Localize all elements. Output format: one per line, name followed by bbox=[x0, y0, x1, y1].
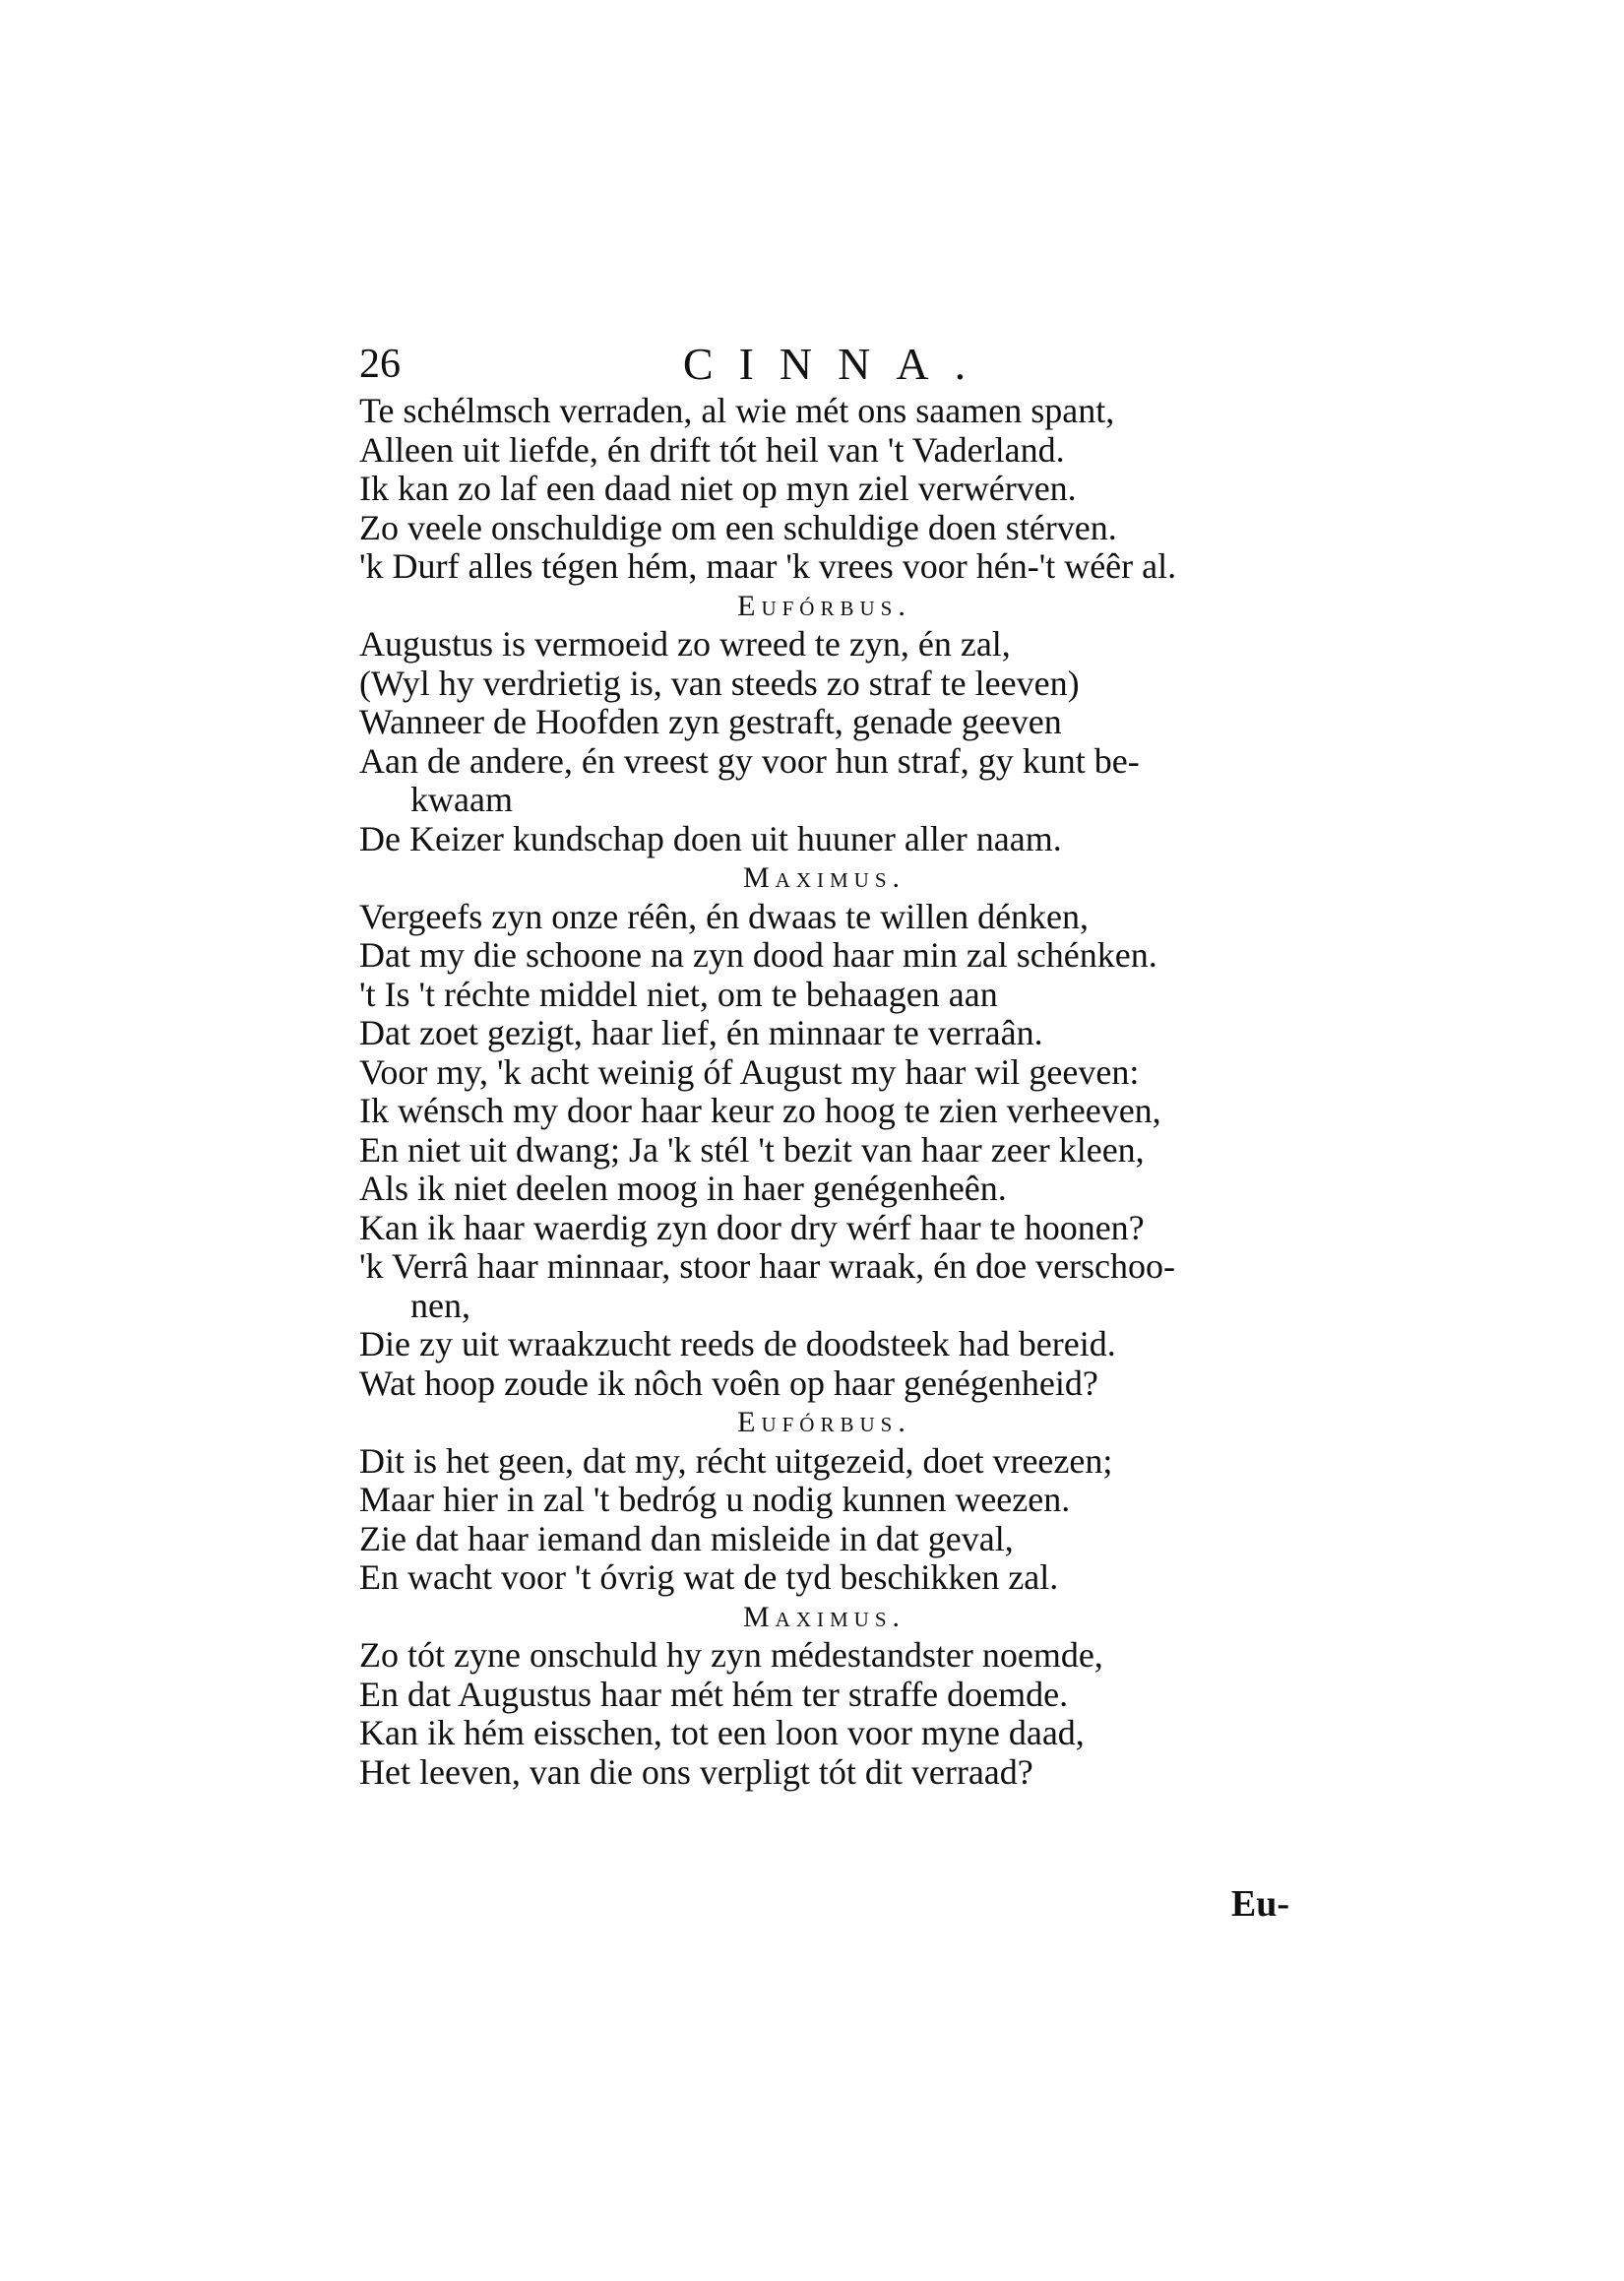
verse-line: Wat hoop zoude ik nôch voên op haar genégenheid? bbox=[359, 1362, 1098, 1403]
verse-line: Wanneer de Hoofden zyn gestraft, genade geeven bbox=[359, 702, 1062, 741]
verse-line: Ik wénsch my door haar keur zo hoog te zien verheeven, bbox=[359, 1091, 1161, 1130]
verse-line: 'k Verrâ haar minnaar, stoor haar wraak, én doe verschoo- bbox=[359, 1246, 1176, 1286]
verse-text bbox=[359, 392, 1289, 1792]
verse-line: Dat zoet gezigt, haar lief, én minnaar te verraân. bbox=[359, 1013, 1043, 1052]
verse-line: Dit is het geen, dat my, récht uitgezeid, doet vreezen; bbox=[359, 1440, 1113, 1481]
verse-line: Ik kan zo laf een daad niet op myn ziel verwérven. bbox=[359, 469, 1077, 508]
speaker-heading: Maximus. bbox=[742, 1600, 906, 1633]
verse-line: En wacht voor 't óvrig wat de tyd beschikken zal. bbox=[359, 1557, 1059, 1597]
verse-line: Zo veele onschuldige om een schuldige doen stérven. bbox=[359, 507, 1117, 547]
verse-line: Kan ik hém eisschen, tot een loon voor myne daad, bbox=[359, 1713, 1085, 1752]
page-number: 26 bbox=[359, 342, 401, 387]
verse-line: Maar hier in zal 't bedróg u nodig kunnen weezen. bbox=[359, 1480, 1071, 1519]
page-header bbox=[359, 335, 1289, 394]
verse-line: Als ik niet deelen moog in haer genégenheên. bbox=[359, 1169, 1007, 1208]
verse-line: Te schélmsch verraden, al wie mét ons saamen spant, bbox=[359, 391, 1115, 430]
verse-line: Voor my, 'k acht weinig óf August my haar wil geeven: bbox=[359, 1051, 1140, 1092]
speaker-heading: Maximus. bbox=[742, 861, 906, 894]
verse-line: Vergeefs zyn onze réên, én dwaas te willen dénken, bbox=[359, 896, 1090, 936]
verse-line: Augustus is vermoeid zo wreed te zyn, én zal, bbox=[359, 624, 1011, 664]
verse-line: De Keizer kundschap doen uit huuner aller naam. bbox=[359, 818, 1062, 858]
verse-line: 'k Durf alles tégen hém, maar 'k vrees voor hén-'t wéêr al. bbox=[359, 546, 1177, 586]
verse-line: Dat my die schoone na zyn dood haar min zal schénken. bbox=[359, 935, 1157, 975]
verse-line: Alleen uit liefde, én drift tót heil van 't Vaderland. bbox=[359, 429, 1065, 470]
verse-line: Aan de andere, én vreest gy voor hun straf, gy kunt be- bbox=[359, 740, 1140, 781]
verse-line: (Wyl hy verdrietig is, van steeds zo straf te leeven) bbox=[359, 663, 1080, 703]
catchword: Eu- bbox=[1230, 1883, 1289, 1925]
verse-line: En niet uit dwang; Ja 'k stél 't bezit van haar zeer kleen, bbox=[359, 1129, 1145, 1170]
verse-line: Kan ik haar waerdig zyn door dry wérf haar te hoonen? bbox=[359, 1207, 1145, 1247]
speaker-heading: Eufórbus. bbox=[737, 589, 911, 622]
verse-line: Zo tót zyne onschuld hy zyn médestandster noemde, bbox=[359, 1635, 1103, 1675]
verse-line: Zie dat haar iemand dan misleide in dat geval, bbox=[359, 1518, 1014, 1558]
verse-line: Die zy uit wraakzucht reeds de doodsteek had bereid. bbox=[359, 1324, 1116, 1363]
verse-line: En dat Augustus haar mét hém ter straffe doemde. bbox=[359, 1674, 1069, 1714]
speaker-heading: Eufórbus. bbox=[737, 1406, 911, 1438]
verse-line-continuation: kwaam bbox=[410, 780, 513, 819]
verse-line: Het leeven, van die ons verpligt tót dit verraad? bbox=[359, 1751, 1033, 1792]
verse-line: 't Is 't réchte middel niet, om te behaagen aan bbox=[359, 974, 998, 1014]
running-title: CINNA. bbox=[682, 339, 992, 389]
verse-line-continuation: nen, bbox=[410, 1285, 470, 1325]
